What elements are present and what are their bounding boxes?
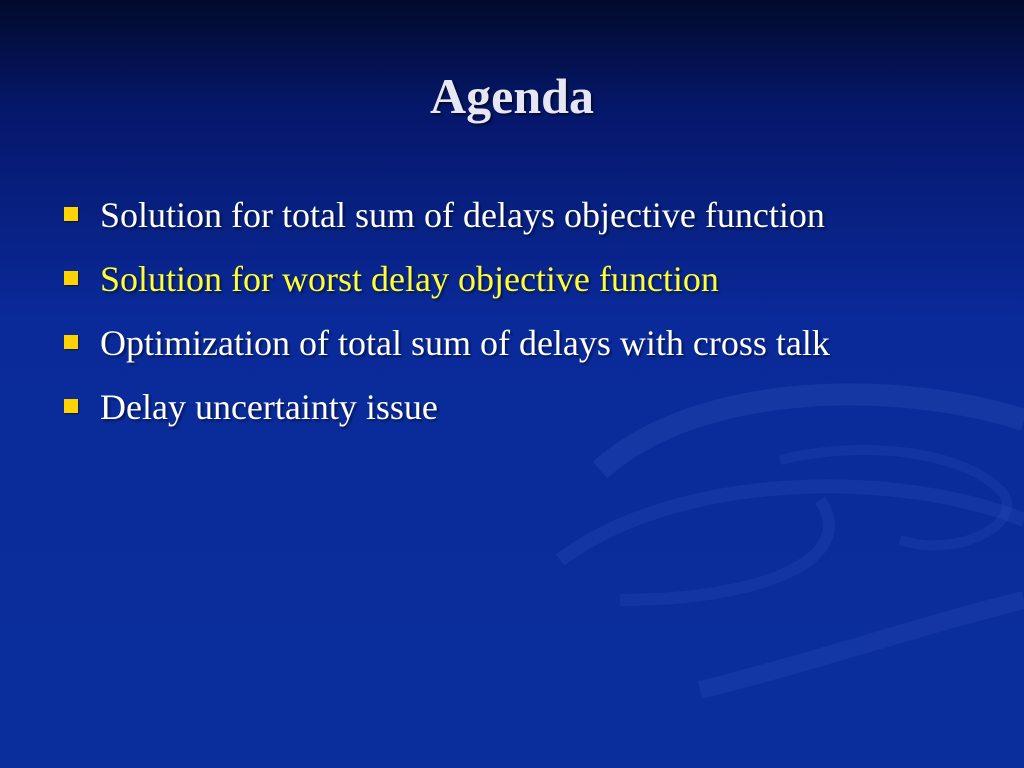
bullet-text: Delay uncertainty issue [100, 387, 438, 427]
bullet-item [62, 252, 962, 306]
bullet-text: Solution for worst delay objective function [100, 259, 719, 299]
square-bullet-icon [64, 399, 78, 413]
bullet-item [62, 380, 962, 434]
bullet-text: Solution for total sum of delays objective function [100, 195, 825, 235]
square-bullet-icon [64, 271, 78, 285]
slide-title: Agenda [430, 68, 594, 124]
square-bullet-icon [64, 207, 78, 221]
bullet-item [62, 316, 962, 370]
bullet-item [62, 188, 962, 242]
bullet-list [62, 188, 962, 444]
bullet-text: Optimization of total sum of delays with cross talk [100, 323, 830, 363]
square-bullet-icon [64, 335, 78, 349]
